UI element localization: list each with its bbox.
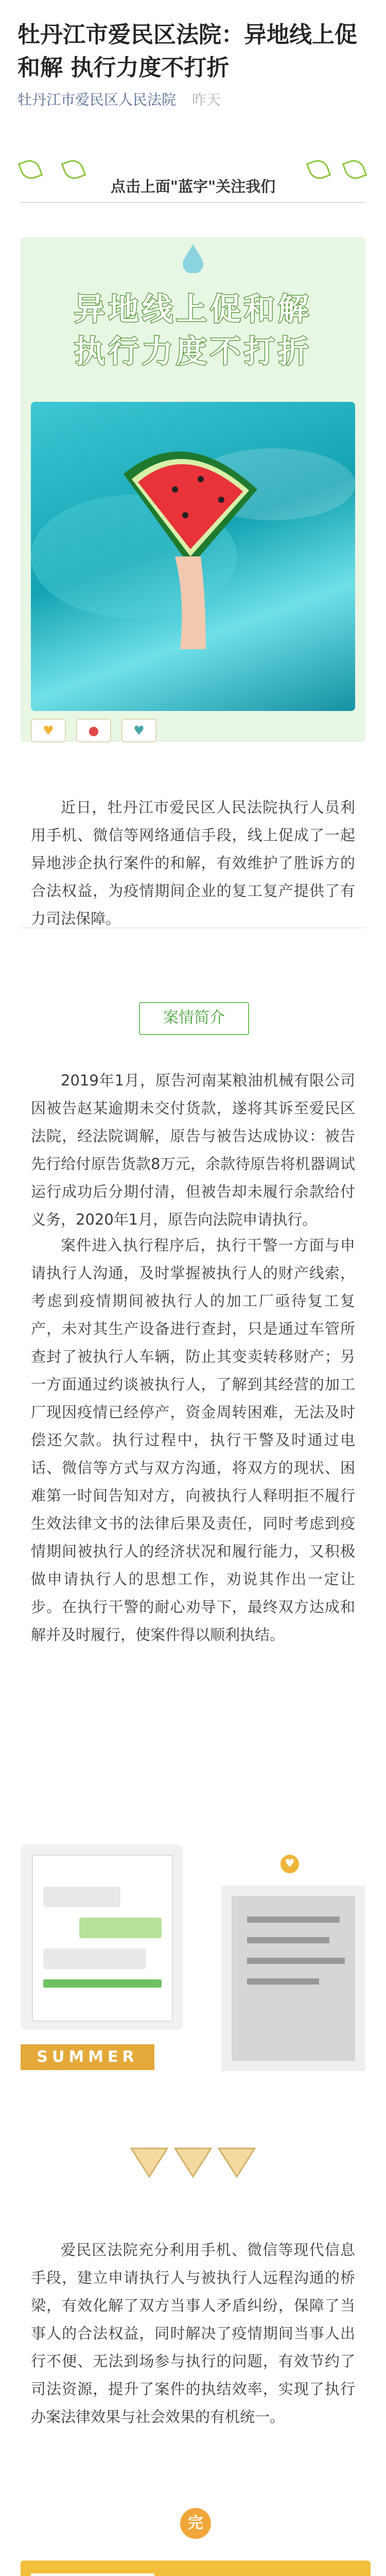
divider [21,927,365,928]
watermelon-illustration [31,402,355,711]
text-line [247,1958,345,1964]
case-label: 案情简介 [139,1002,249,1035]
green-bar [43,1979,162,1988]
text-line [247,1917,340,1923]
hero-title [0,289,386,373]
dot-icon: ● [88,723,99,738]
article-title: 牡丹江市爱民区法院：异地线上促和解 执行力度不打折 [17,22,357,81]
intro-paragraph: 近日，牡丹江市爱民区人民法院执行人员利用手机、微信等网络通信手段，线上促成了一起异地涉企执行案件的和解，有效维护了胜诉方的合法权益，为疫情期间企业的复工复产提供了有力司法保障。 [31,799,355,927]
watermelon-slice-icon [219,2148,255,2177]
paper-photo [232,1896,355,2061]
text-line [247,1937,329,1943]
message-bubble [43,1948,146,1969]
watermelon-slice-icon [175,2148,211,2177]
heart-button[interactable] [31,719,66,742]
watermelon-slice-icon [131,2148,167,2177]
hero-title-line2: 执行力度不打折 [74,334,312,370]
watermelon-photo [31,402,355,711]
document-photo [221,1886,365,2071]
case-paragraph-1: 2019年1月，原告河南某粮油机械有限公司因被告赵某逾期未交付货款，遂将其诉至爱民区法院，经法院调解，原告与被告达成协议：被告先行给付原告货款8万元，余款待原告将机器调试运行成功后分期付清，但被告却未履行余款给付义务，2020年1月，原告向法院申请执行。 [31,1072,355,1228]
like-icon: ♥ [133,723,145,738]
summer-label: SUMMER [21,2044,154,2070]
end-badge: 完 [180,2508,211,2539]
publish-time: 昨天 [191,91,221,108]
qr-code[interactable] [31,2573,154,2576]
case-paragraph-2: 案件进入执行程序后，执行干警一方面与申请执行人沟通，及时掌握被执行人的财产线索，考虑到疫情期间被执行人的加工厂亟待复工复产，未对其生产设备进行查封，只是通过车管所查封了被执行人车辆，防止其变卖转移财产；另一方面通过约谈被执行人，了解到其经营的加工厂现因疫情已经停产，资金周转困难，无法及时偿还欠款。执行过程中，执行干警及时通过电话、微信等方式与双方沟通，将双方的现状、困难第一时间告知对方，向被执行人释明拒不履行生效法律文书的法律后果及责任，同时考虑到疫情期间被执行人的经济状况和履行能力，又积极做申请执行人的思想工作，劝说其作出一定让步。在执行干警的耐心劝导下，最终双方达成和解并及时履行，使案件得以顺利执结。 [31,1236,355,1643]
phone-screenshot [21,1844,183,2030]
chat-mockup [32,1855,173,2022]
watermelon-icons [126,2143,260,2179]
text-line [247,1978,319,1985]
hero-title-line1: 异地线上促和解 [74,292,312,328]
divider [21,202,365,203]
heart-icon: ♥ [280,1855,299,1873]
like-button[interactable] [121,719,156,742]
message-bubble [43,1887,120,1907]
reaction-row [31,719,355,743]
heart-icon: ♥ [43,723,54,738]
follow-banner[interactable]: 点击上面"蓝字"关注我们 [110,178,276,195]
closing-paragraph: 爱民区法院充分利用手机、微信等现代信息手段，建立申请执行人与被执行人远程沟通的桥梁，有效化解了双方当事人矛盾纠纷，保障了当事人的合法权益，同时解决了疫情期间当事人出行不便、无法到场参与执行的问题，有效节约了司法资源，提升了案件的执结效率，实现了执行办案法律效果与社会效果的有机统一。 [31,2241,355,2426]
article-meta [17,89,221,109]
water-drop-icon [178,242,208,273]
source-link[interactable]: 牡丹江市爱民区人民法院 [17,91,177,108]
message-bubble [79,1918,162,1938]
dot-button[interactable] [76,719,111,742]
